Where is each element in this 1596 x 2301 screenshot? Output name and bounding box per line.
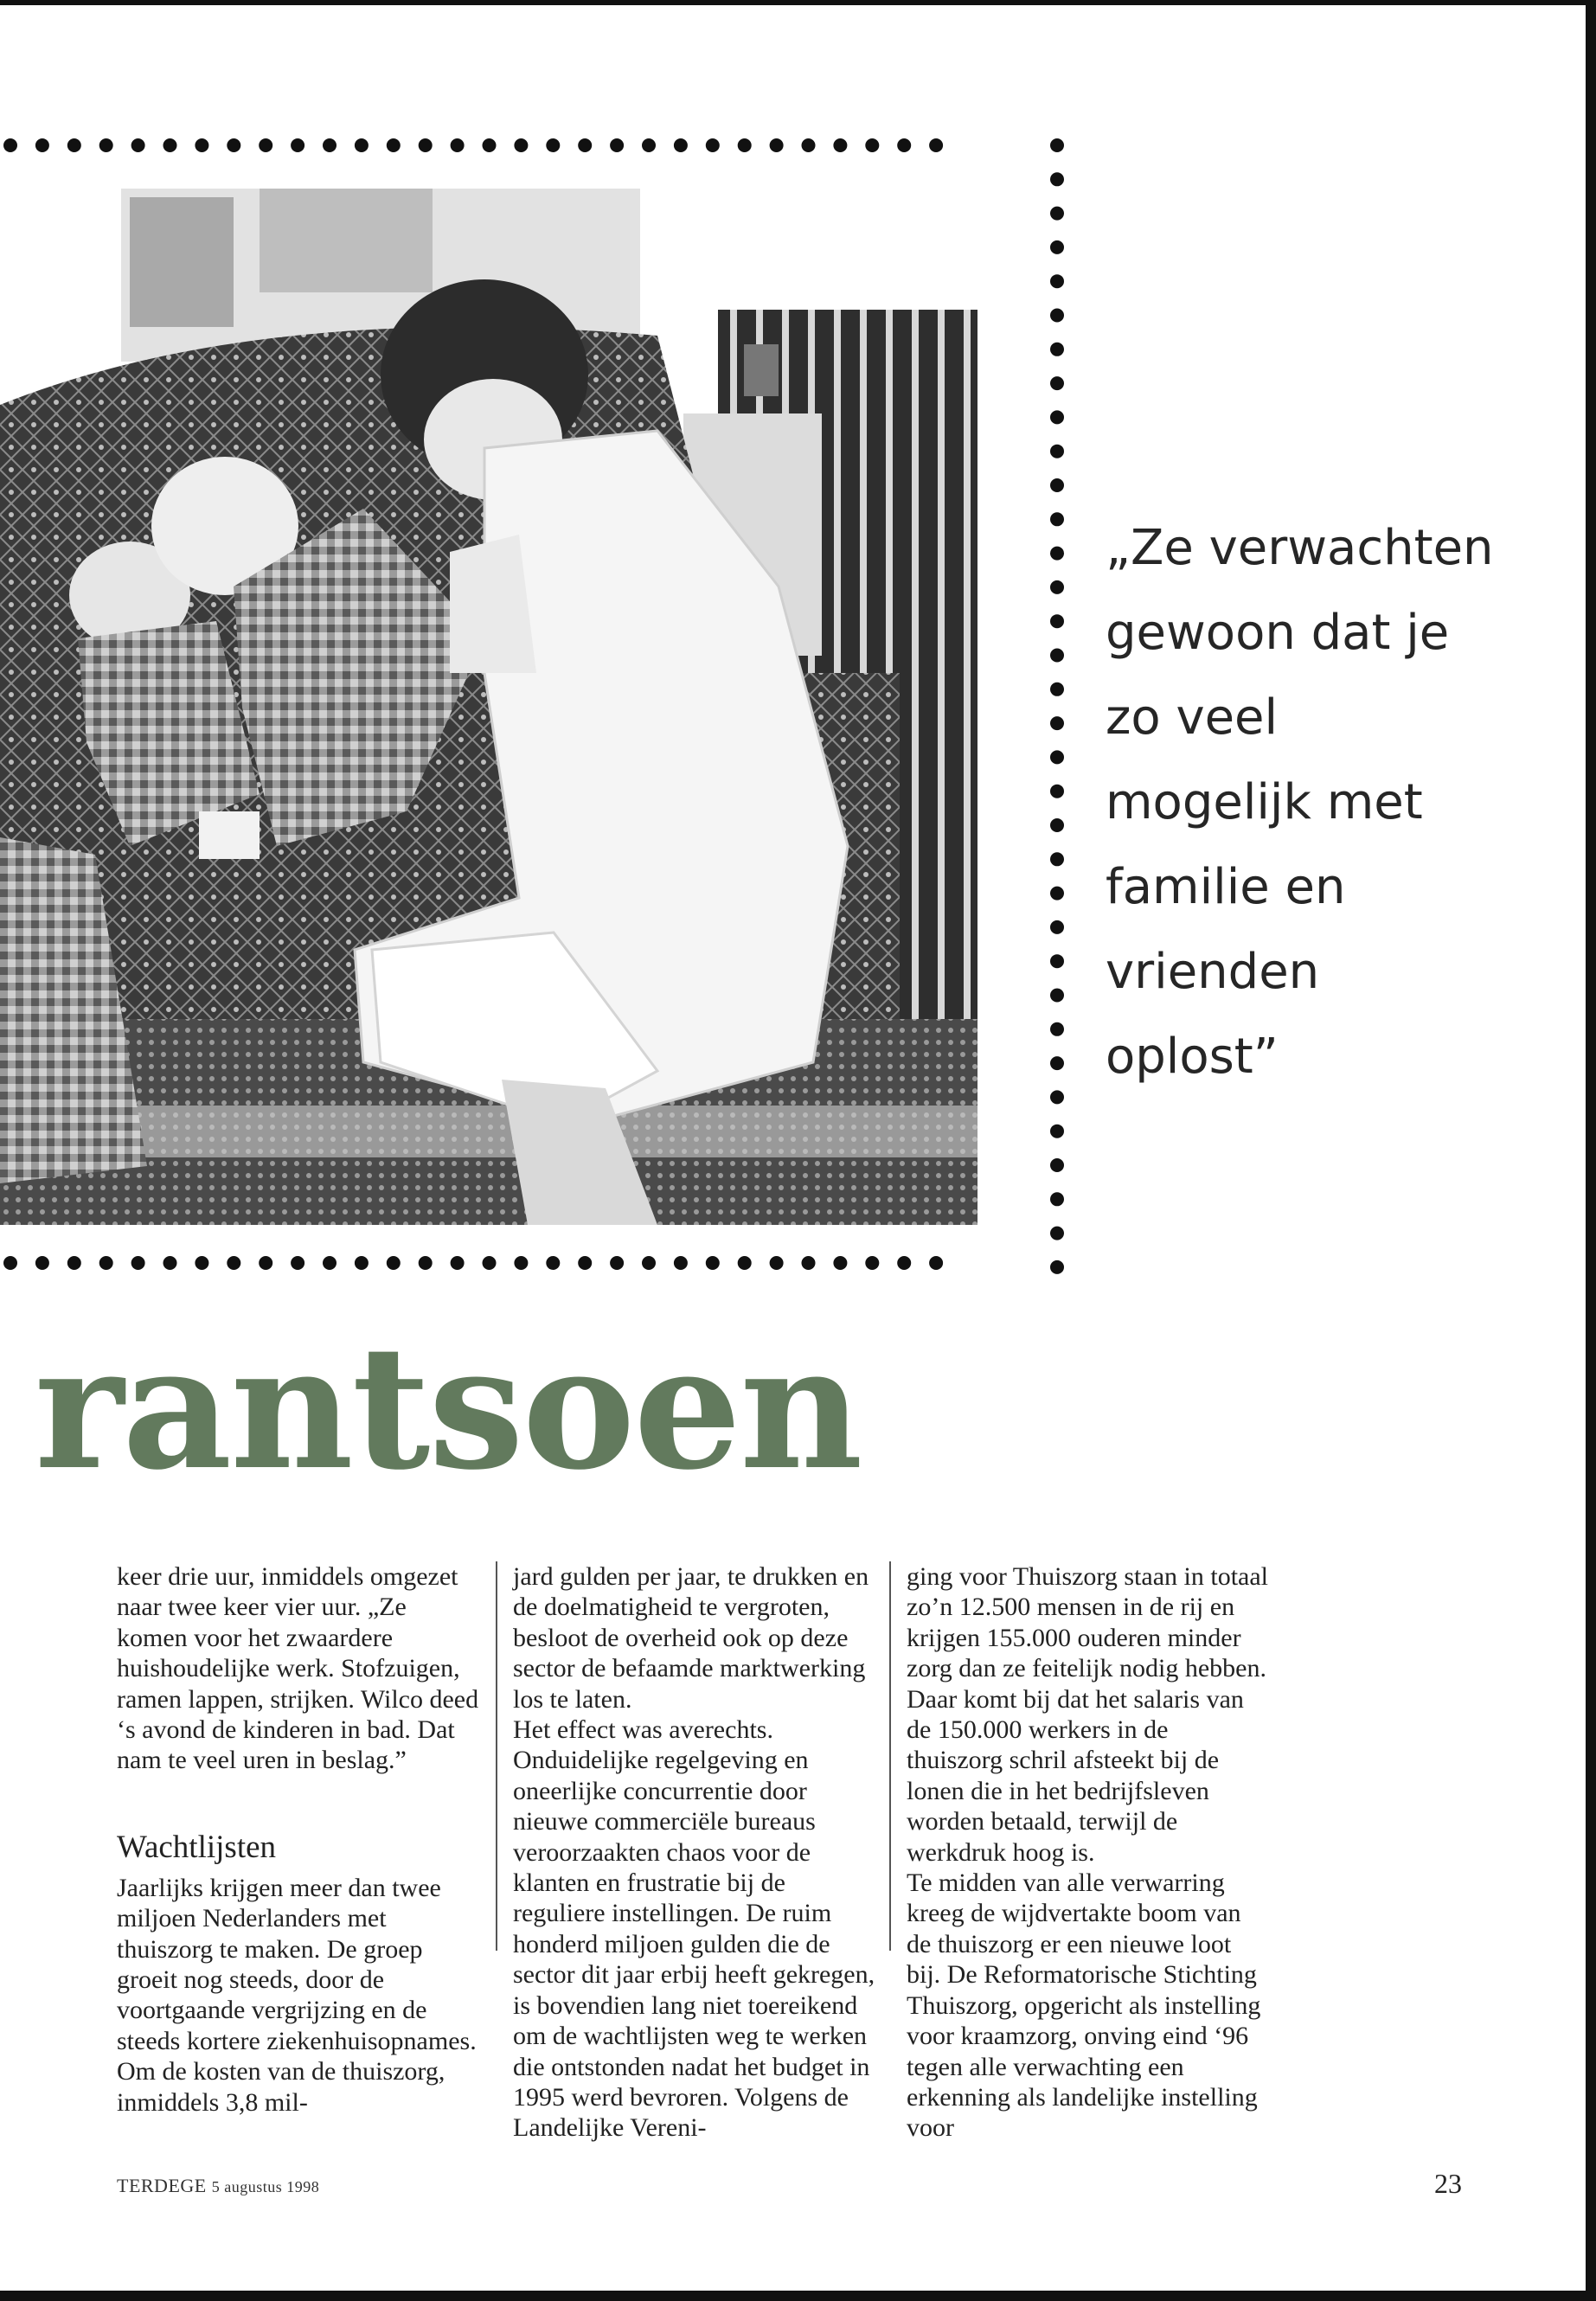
frame-dot [387,1256,401,1270]
frame-dot [706,1256,720,1270]
frame-dot [770,1256,784,1270]
frame-dot [1050,716,1064,730]
text-column-2 [513,1561,876,2144]
frame-dot [770,138,784,152]
pull-quote [1106,506,1555,1099]
frame-dot [833,1256,847,1270]
frame-dot [259,1256,272,1270]
frame-dot [99,138,113,152]
body-paragraph: Het effect was averechts. Onduidelijke regelgeving en oneerlijke concurrentie door nieuwe commerciële bureaus veroorzaakten chaos voor de klanten en frustratie bij de reguliere instellingen. De ruim honderd miljoen gulden die de sector dit jaar erbij heeft gekregen, is bovendien lang niet toereikend om de wachtlijsten weg te werken die ontstonden nadat het budget in 1995 werd bevroren. Volgens de Landelijke Vereni- [513,1715,875,2143]
frame-dot [674,138,688,152]
frame-dot [67,138,81,152]
frame-dot [419,138,433,152]
page-border-right [1586,0,1596,2301]
frame-dot [802,138,816,152]
frame-dot [1050,649,1064,663]
frame-dot [99,1256,113,1270]
frame-dot [546,1256,560,1270]
frame-dot [1050,852,1064,866]
frame-dot [163,1256,177,1270]
body-paragraph: Te midden van alle verwarring kreeg de wijdvertakte boom van de thuiszorg er een nieuwe loot bij. De Reformatorische Stichting Thuiszorg, opgericht als instelling voor kraamzorg, onving eind ‘96 tegen alle verwachting een erkenning als landelijke instelling voor [907,1868,1261,2143]
frame-dot [610,138,624,152]
frame-dot [1050,989,1064,1003]
frame-dot [35,1256,49,1270]
frame-dot [1050,818,1064,832]
frame-dot [1050,547,1064,561]
page-border-top [0,0,1596,5]
frame-dot [1050,1090,1064,1104]
magazine-name: TERDEGE [117,2175,207,2196]
frame-dot [227,138,240,152]
frame-dot [1050,410,1064,424]
frame-dot [483,1256,497,1270]
frame-dot [163,138,177,152]
frame-dot [1050,376,1064,390]
frame-dot [1050,240,1064,254]
pull-quote-line: „Ze verwachten [1106,520,1494,576]
frame-dot [514,1256,528,1270]
pull-quote-line: familie en [1106,859,1346,915]
frame-dot [929,1256,943,1270]
frame-dot [738,138,752,152]
frame-dot [802,1256,816,1270]
dotted-frame-right [1047,135,1067,1291]
frame-dot [1050,309,1064,323]
frame-dot [642,138,656,152]
frame-dot [483,138,497,152]
frame-dot [67,1256,81,1270]
frame-dot [929,138,943,152]
frame-dot [865,1256,879,1270]
pull-quote-line: gewoon dat je [1106,605,1450,661]
frame-dot [1050,887,1064,901]
frame-dot [1050,683,1064,696]
frame-dot [131,1256,145,1270]
pull-quote-line: zo veel [1106,689,1279,746]
frame-dot [291,1256,304,1270]
frame-dot [323,138,337,152]
photo-caregiver-with-children [0,189,977,1225]
body-paragraph: jard gulden per jaar, te drukken en de doelmatigheid te vergroten, besloot de overheid ook op deze sector de befaamde marktwerking los te laten. [513,1562,869,1714]
frame-dot [355,138,369,152]
frame-dot [451,1256,465,1270]
frame-dot [1050,138,1064,152]
frame-dot [1050,1227,1064,1240]
frame-dot [610,1256,624,1270]
frame-dot [1050,614,1064,628]
frame-dot [738,1256,752,1270]
pull-quote-line: mogelijk met [1106,774,1423,830]
frame-dot [1050,512,1064,526]
frame-dot [674,1256,688,1270]
frame-dot [833,138,847,152]
frame-dot [259,138,272,152]
frame-dot [3,138,17,152]
frame-dot [1050,1158,1064,1172]
frame-dot [706,138,720,152]
body-paragraph: keer drie uur, inmiddels omgezet naar twee keer vier uur. „Ze komen voor het zwaardere huishoudelijke werk. Stofzuigen, ramen lappen, strijken. Wilco deed ‘s avond de kinderen in bad. Dat nam te veel uren in beslag.” [117,1562,479,1775]
frame-dot [1050,1022,1064,1036]
frame-dot [195,138,208,152]
frame-dot [1050,1192,1064,1206]
column-rule [889,1561,891,1951]
frame-dot [1050,478,1064,492]
frame-dot [1050,445,1064,458]
page-number: 23 [1434,2168,1462,2199]
frame-dot [355,1256,369,1270]
frame-dot [546,138,560,152]
frame-dot [35,138,49,152]
frame-dot [578,138,592,152]
frame-dot [1050,1260,1064,1274]
body-paragraph: ging voor Thuiszorg staan in totaal zo’n 12.500 mensen in de rij en krijgen 155.000 ouderen minder zorg dan ze feitelijk nodig hebben. Daar komt bij dat het salaris van de 150.000 werkers in de thuiszorg schril afsteekt bij de lonen die in het bedrijfsleven worden betaald, terwijl de werkdruk hoog is. [907,1562,1268,1867]
frame-dot [131,138,145,152]
frame-dot [1050,172,1064,186]
frame-dot [1050,920,1064,934]
frame-dot [227,1256,240,1270]
frame-dot [419,1256,433,1270]
frame-dot [195,1256,208,1270]
footer-publication [117,2175,319,2197]
frame-dot [1050,274,1064,288]
frame-dot [642,1256,656,1270]
frame-dot [1050,343,1064,356]
column-rule [496,1561,497,1951]
pull-quote-line: vrienden [1106,944,1320,1000]
frame-dot [451,138,465,152]
text-column-3 [907,1561,1270,2144]
pull-quote-line: oplost” [1106,1029,1279,1085]
dotted-frame-top [0,135,1077,156]
frame-dot [897,138,911,152]
page-border-bottom [0,2291,1596,2301]
frame-dot [865,138,879,152]
frame-dot [323,1256,337,1270]
frame-dot [3,1256,17,1270]
photo-caregiver-with-children-icon [0,189,977,1225]
frame-dot [1050,1056,1064,1070]
article-headline: rantsoen [35,1309,862,1508]
section-subheading: Wachtlijsten [117,1829,277,1865]
frame-dot [1050,750,1064,764]
frame-dot [387,138,401,152]
frame-dot [1050,207,1064,221]
frame-dot [897,1256,911,1270]
frame-dot [578,1256,592,1270]
frame-dot [291,138,304,152]
frame-dot [1050,785,1064,798]
text-column-1 [117,1561,480,2118]
issue-date: 5 augustus 1998 [211,2178,320,2195]
frame-dot [1050,1125,1064,1138]
dotted-frame-bottom [0,1253,1077,1273]
body-paragraph: Jaarlijks krijgen meer dan twee miljoen Nederlanders met thuiszorg te maken. De groep groeit nog steeds, door de voortgaande vergrijzing en de steeds kortere ziekenhuisopnames. Om de kosten van de thuiszorg, inmiddels 3,8 mil- [117,1873,477,2117]
frame-dot [514,138,528,152]
frame-dot [1050,954,1064,968]
frame-dot [1050,580,1064,594]
